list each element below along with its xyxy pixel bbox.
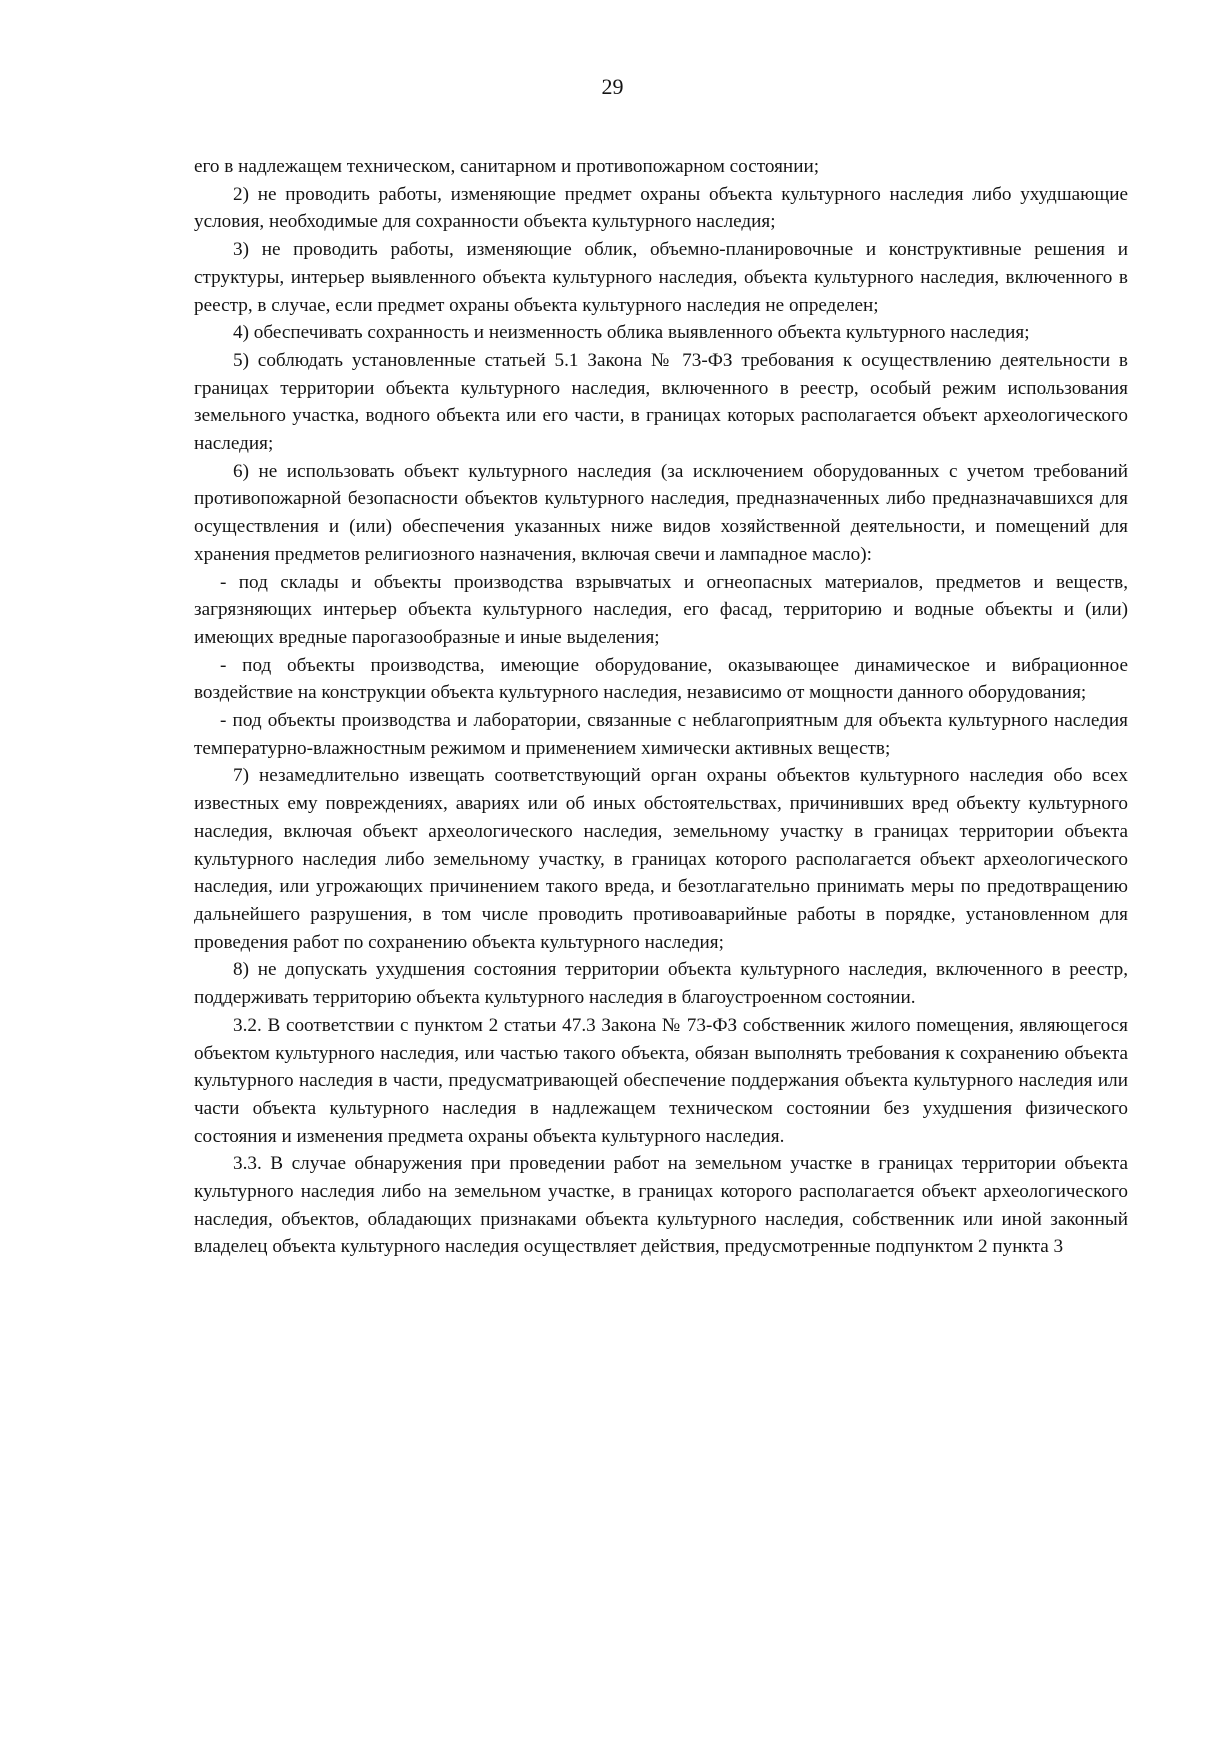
paragraph-item-7: 7) незамедлительно извещать соответствующий орган охраны объектов культурного наследия обо всех известных ему повреждениях, авариях или об иных обстоятельствах, причинивших вред объекту культурного наследия, включая объект археологического наследия, земельному участку в границах территории объекта культурного наследия либо земельному участку, в границах которого располагается объект археологического наследия, или угрожающих причинением такого вреда, и безотлагательно принимать меры по предотвращению дальнейшего разрушения, в том числе проводить противоаварийные работы в порядке, установленном для проведения работ по сохранению объекта культурного наследия;: [194, 765, 1128, 953]
paragraph-dash-warehouses: - под склады и объекты производства взрывчатых и огнеопасных материалов, предметов и веществ, загрязняющих интерьер объекта культурного наследия, его фасад, территорию и водные объекты и (или) имеющих вредные парогазообразные и иные выделения;: [194, 571, 1128, 648]
paragraph-dash-laboratories: - под объекты производства и лаборатории, связанные с неблагоприятным для объекта культурного наследия температурно-влажностным режимом и применением химически активных веществ;: [194, 710, 1128, 759]
paragraph-item-2: 2) не проводить работы, изменяющие предмет охраны объекта культурного наследия либо ухудшающие условия, необходимые для сохранности объекта культурного наследия;: [194, 183, 1128, 233]
page-number: 29: [601, 74, 624, 99]
paragraph-item-5: 5) соблюдать установленные статьей 5.1 Закона № 73-ФЗ требования к осуществлению деятельности в границах территории объекта культурного наследия, включенного в реестр, особый режим использования земельного участка, водного объекта или его части, в границах которых располагается объект археологического наследия;: [194, 349, 1128, 455]
paragraph-continuation: его в надлежащем техническом, санитарном и противопожарном состоянии;: [194, 156, 820, 177]
document-body: [194, 153, 1128, 1261]
paragraph-item-4: 4) обеспечивать сохранность и неизменность облика выявленного объекта культурного наследия;: [233, 322, 1030, 344]
paragraph-item-8: 8) не допускать ухудшения состояния территории объекта культурного наследия, включенного в реестр, поддерживать территорию объекта культурного наследия в благоустроенном состоянии.: [194, 959, 1128, 1009]
paragraph-item-6: 6) не использовать объект культурного наследия (за исключением оборудованных с учетом требований противопожарной безопасности объектов культурного наследия, предназначенных либо предназначавшихся для осуществления и (или) обеспечения указанных ниже видов хозяйственной деятельности, и помещений для хранения предметов религиозного назначения, включая свечи и лампадное масло):: [194, 460, 1128, 565]
paragraph-item-3: 3) не проводить работы, изменяющие облик, объемно-планировочные и конструктивные решения и структуры, интерьер выявленного объекта культурного наследия, объекта культурного наследия, включенного в реестр, в случае, если предмет охраны объекта культурного наследия не определен;: [194, 239, 1128, 316]
paragraph-section-3-2: 3.2. В соответствии с пунктом 2 статьи 47.3 Закона № 73-ФЗ собственник жилого помещения, являющегося объектом культурного наследия, или частью такого объекта, обязан выполнять требования к сохранению объекта культурного наследия в части, предусматривающей обеспечение поддержания объекта культурного наследия или части объекта культурного наследия в надлежащем техническом состоянии без ухудшения физического состояния и изменения предмета охраны объекта культурного наследия.: [194, 1014, 1128, 1147]
paragraph-dash-production: - под объекты производства, имеющие оборудование, оказывающее динамическое и вибрационное воздействие на конструкции объекта культурного наследия, независимо от мощности данного оборудования;: [194, 654, 1128, 704]
paragraph-section-3-3: 3.3. В случае обнаружения при проведении работ на земельном участке в границах территории объекта культурного наследия либо на земельном участке, в границах которого располагается объект археологического наследия, объектов, обладающих признаками объекта культурного наследия, собственник или иной законный владелец объекта культурного наследия осуществляет действия, предусмотренные подпунктом 2 пункта 3: [194, 1153, 1128, 1258]
